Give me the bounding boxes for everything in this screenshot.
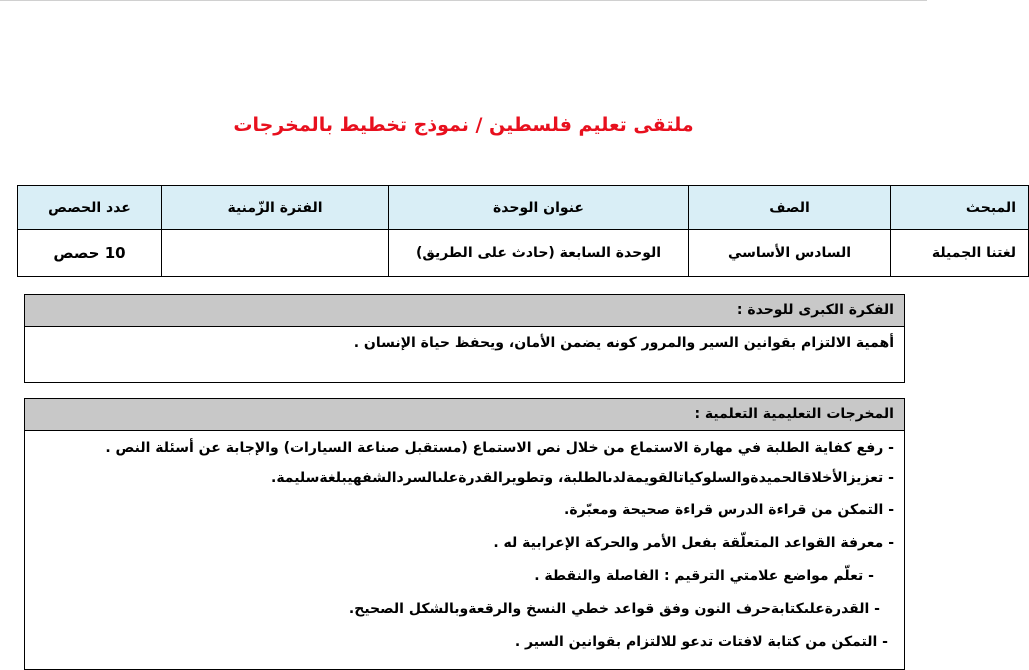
list-item: - تعلّم مواضع علامتي الترقيم : الفاصلة والنقطة . xyxy=(534,568,874,584)
list-item: - القدرةعلىكتابةحرف النون وفق قواعد خطي النسخ والرقعةوبالشكل الصحيح. xyxy=(348,601,880,617)
value-time-period xyxy=(162,230,389,277)
value-subject: لغتنا الجميلة xyxy=(891,230,1029,277)
outcomes-heading: المخرجات التعليمية التعلمية : xyxy=(25,399,904,431)
info-header-row xyxy=(18,186,1029,230)
value-grade: السادس الأساسي xyxy=(689,230,891,277)
list-item: - تعزيزالأخلاقالحميدةوالسلوكياتالقويمةلدىالطلبة، وتطويرالقدرةعلىالسردالشفهيبلغةسليمة. xyxy=(271,470,894,486)
list-item: - التمكن من قراءة الدرس قراءة صحيحة ومعبّرة. xyxy=(564,502,894,518)
header-grade: الصف xyxy=(689,186,891,230)
info-table xyxy=(17,185,1029,277)
header-periods-count: عدد الحصص xyxy=(18,186,162,230)
document-title: ملتقى تعليم فلسطين / نموذج تخطيط بالمخرجات xyxy=(233,114,694,136)
info-value-row xyxy=(18,230,1029,277)
value-periods-count: 10 حصص xyxy=(18,230,162,277)
big-idea-heading: الفكرة الكبرى للوحدة : xyxy=(25,295,904,327)
outcomes-list xyxy=(25,431,904,660)
header-time-period: الفترة الزّمنية xyxy=(162,186,389,230)
big-idea-box xyxy=(24,294,905,383)
list-item: - معرفة القواعد المتعلّقة بفعل الأمر والحركة الإعرابية له . xyxy=(493,535,894,551)
list-item: - التمكن من كتابة لافتات تدعو للالتزام بقوانين السير . xyxy=(514,634,888,650)
outcomes-box xyxy=(24,398,905,670)
top-rule xyxy=(0,0,927,1)
header-subject: المبحث xyxy=(891,186,1029,230)
value-unit-title: الوحدة السابعة (حادث على الطريق) xyxy=(389,230,689,277)
list-item: - رفع كفاية الطلبة في مهارة الاستماع من خلال نص الاستماع (مستقبل صناعة السيارات) والإجابة عن أسئلة النص . xyxy=(105,440,894,456)
header-unit-title: عنوان الوحدة xyxy=(389,186,689,230)
big-idea-text: أهمية الالتزام بقوانين السير والمرور كونه يضمن الأمان، ويحفظ حياة الإنسان . xyxy=(353,335,894,351)
